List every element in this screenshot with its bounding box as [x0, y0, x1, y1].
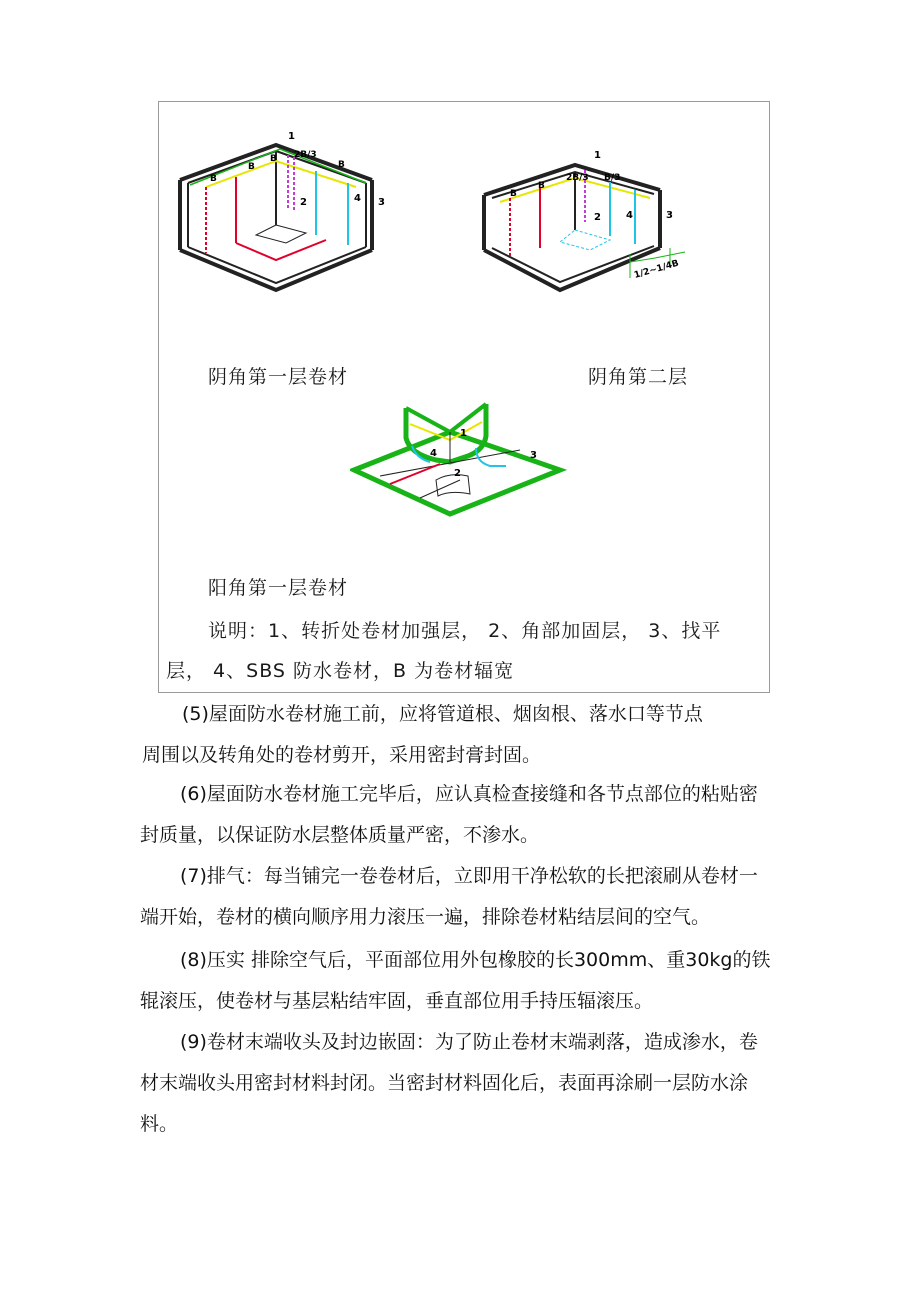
paragraph-9 — [140, 1022, 840, 1145]
caption-yang-first: 阳角第一层卷材 — [208, 577, 349, 599]
paragraph-line: 周围以及转角处的卷材剪开，采用密封膏封固。 — [142, 744, 542, 766]
paragraph-6 — [140, 774, 840, 856]
paragraph-line: 辊滚压，使卷材与基层粘结牢固，垂直部位用手持压辐滚压。 — [140, 990, 654, 1012]
paragraph-line: 端开始，卷材的横向顺序用力滚压一遍，排除卷材粘结层间的空气。 — [140, 906, 711, 928]
callout-2: 2 — [454, 468, 461, 479]
dim-label-b3: B/3 — [604, 173, 621, 183]
callout-4: 4 — [430, 448, 437, 459]
caption-yin-first: 阴角第一层卷材 — [208, 366, 349, 388]
diagram-inner-corner-first-layer — [176, 125, 396, 295]
dim-label-b: B — [538, 181, 545, 191]
paragraph-line: (6)屋面防水卷材施工完毕后，应认真检查接缝和各节点部位的粘贴密 — [180, 783, 758, 805]
figure-note-line2: 层， 4、SBS 防水卷材，B 为卷材辐宽 — [166, 660, 515, 682]
callout-2: 2 — [300, 197, 307, 208]
caption-yin-second: 阴角第二层 — [588, 366, 689, 388]
callout-3: 3 — [378, 197, 385, 208]
paragraph-7 — [140, 856, 840, 938]
callout-4: 4 — [354, 193, 361, 204]
paragraph-8 — [140, 940, 840, 1022]
callout-1: 1 — [460, 428, 467, 439]
callout-3: 3 — [530, 450, 537, 461]
paragraph-line: (8)压实 排除空气后，平面部位用外包橡胶的长300mm、重30kg的铁 — [180, 949, 771, 971]
paragraph-line: (5)屋面防水卷材施工前，应将管道根、烟囱根、落水口等节点 — [182, 703, 703, 725]
callout-4: 4 — [626, 210, 633, 221]
paragraph-line: (9)卷材末端收头及封边嵌固：为了防止卷材末端剥落，造成渗水，卷 — [180, 1031, 758, 1053]
dim-label-b: B — [338, 160, 345, 170]
paragraph-line: 封质量，以保证防水层整体质量严密，不渗水。 — [140, 824, 540, 846]
dim-label-b: B — [510, 189, 517, 199]
diagram-inner-corner-second-layer — [480, 150, 690, 300]
callout-3: 3 — [666, 210, 673, 221]
dim-label-2b3: 2B/3 — [566, 173, 589, 183]
dim-label-b: B — [210, 174, 217, 184]
dim-label-b: B — [270, 154, 277, 164]
callout-1: 1 — [288, 131, 295, 142]
paragraph-line: (7)排气：每当铺完一卷卷材后，立即用干净松软的长把滚刷从卷材一 — [180, 865, 758, 887]
paragraph-5 — [142, 694, 842, 776]
dim-label-2b3: 2B/3 — [294, 150, 317, 160]
figure-note-line1: 说明：1、转折处卷材加强层， 2、角部加固层， 3、找平 — [208, 620, 722, 642]
paragraph-line: 材末端收头用密封材料封闭。当密封材料固化后，表面再涂刷一层防水涂 — [140, 1072, 749, 1094]
callout-1: 1 — [594, 150, 601, 161]
diagram-outer-corner-first-layer — [350, 402, 570, 522]
paragraph-line: 料。 — [140, 1113, 179, 1135]
dim-label-b: B — [248, 162, 255, 172]
dim-label-half-quarter-b: 1/2~1/4B — [633, 258, 681, 281]
callout-2: 2 — [594, 212, 601, 223]
